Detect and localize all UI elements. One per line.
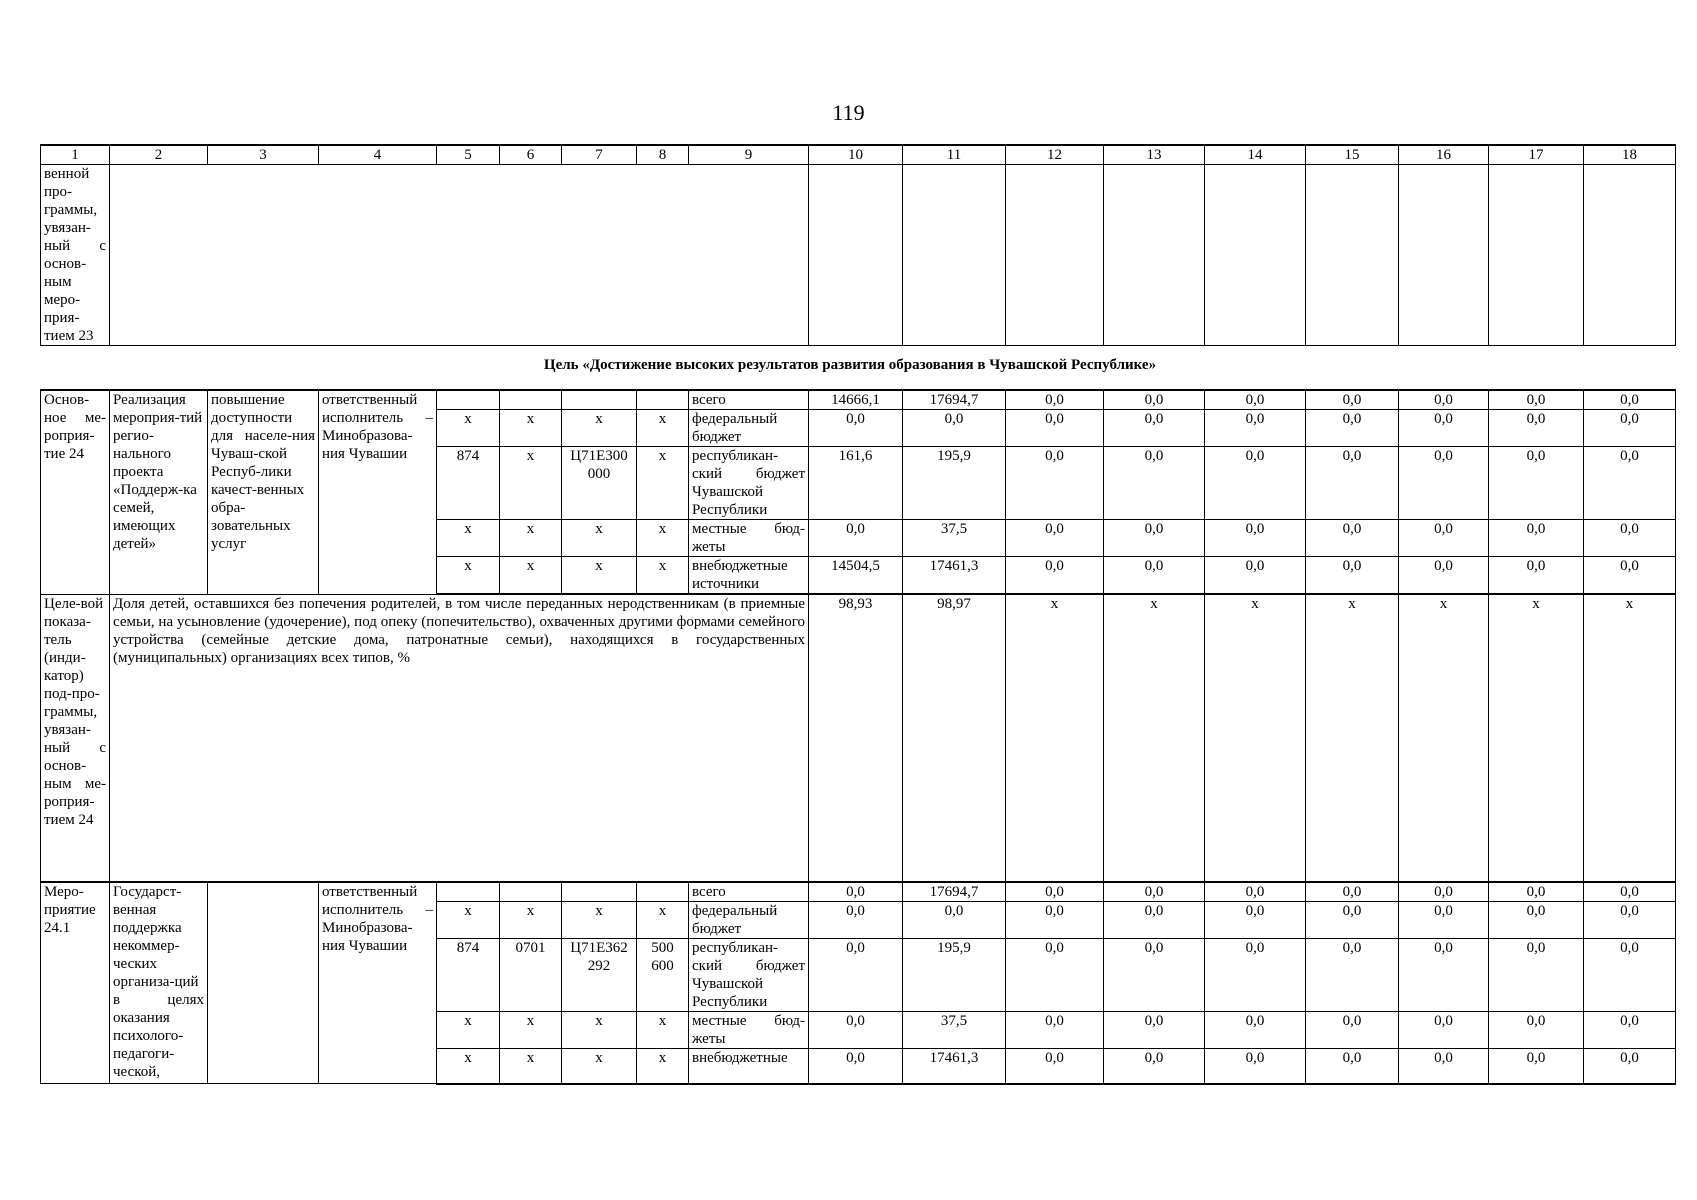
budget-code: 0701: [500, 938, 562, 1011]
funding-value: 0,0: [1489, 390, 1584, 410]
funding-value: 0,0: [1006, 882, 1104, 902]
funding-value: 37,5: [903, 520, 1006, 557]
funding-source: местные бюд-жеты: [689, 1011, 809, 1048]
funding-source: внебюджетные: [689, 1048, 809, 1084]
budget-code: х: [437, 557, 500, 595]
column-number: 11: [903, 145, 1006, 165]
funding-value: 0,0: [1104, 882, 1205, 902]
funding-value: 0,0: [903, 901, 1006, 938]
budget-code: [437, 882, 500, 902]
budget-code: х: [562, 557, 637, 595]
funding-value: 0,0: [1399, 390, 1489, 410]
funding-value: 0,0: [1399, 882, 1489, 902]
funding-value: 0,0: [1205, 1011, 1306, 1048]
indicator-value: х: [1399, 594, 1489, 882]
budget-code: 874: [437, 447, 500, 520]
column-number: 6: [500, 145, 562, 165]
funding-value: 0,0: [1584, 1048, 1676, 1084]
budget-code: [437, 390, 500, 410]
indicator-label: Целе-вой показа-тель (инди-катор) под-про-граммы, увязан-ный с основ-ным ме-роприя-тием 24: [41, 594, 110, 882]
funding-value: 0,0: [1205, 1048, 1306, 1084]
responsible-executor: ответственный исполнитель – Минобразова-ния Чувашии: [319, 390, 437, 594]
funding-value: 0,0: [809, 938, 903, 1011]
funding-value: 0,0: [903, 410, 1006, 447]
funding-value: 0,0: [1006, 447, 1104, 520]
indicator-value: х: [1489, 594, 1584, 882]
funding-value: 0,0: [1306, 410, 1399, 447]
funding-value: 0,0: [1104, 938, 1205, 1011]
budget-code: х: [500, 901, 562, 938]
table-header-continuation: [40, 144, 1676, 346]
column-number: 18: [1584, 145, 1676, 165]
funding-value: 0,0: [1584, 447, 1676, 520]
indicator-text: Доля детей, оставшихся без попечения родителей, в том числе переданных неродственникам (в приемные семьи, на усыновление (удочерение), под опеку (попечительство), охваченных другими формами семейного устройства (семейные детские дома, патронатные семьи), находящихся в государственных (муниципальных) организациях всех типов, %: [110, 594, 809, 882]
funding-value: 0,0: [1306, 901, 1399, 938]
funding-value: 0,0: [1205, 447, 1306, 520]
funding-value: 0,0: [1006, 390, 1104, 410]
funding-source: всего: [689, 390, 809, 410]
budget-code: Ц71Е362 292: [562, 938, 637, 1011]
indicator-value: 98,97: [903, 594, 1006, 882]
responsible-executor: ответственный исполнитель – Минобразова-ния Чувашии: [319, 882, 437, 1084]
funding-value: 0,0: [1104, 410, 1205, 447]
funding-value: 0,0: [1399, 520, 1489, 557]
funding-value: 0,0: [1584, 410, 1676, 447]
budget-code: х: [562, 520, 637, 557]
budget-code: 500 600: [637, 938, 689, 1011]
funding-value: 0,0: [1006, 1011, 1104, 1048]
funding-source: федеральный бюджет: [689, 901, 809, 938]
funding-value: 0,0: [1399, 557, 1489, 595]
budget-code: х: [637, 410, 689, 447]
funding-value: 0,0: [1489, 557, 1584, 595]
budget-code: х: [637, 447, 689, 520]
measure-goal: [208, 882, 319, 1084]
budget-code: х: [500, 1048, 562, 1084]
column-number: 2: [110, 145, 208, 165]
column-number: 12: [1006, 145, 1104, 165]
funding-row: [41, 882, 1676, 902]
column-number: 13: [1104, 145, 1205, 165]
funding-value: 0,0: [1104, 1048, 1205, 1084]
funding-value: 0,0: [809, 410, 903, 447]
funding-value: 0,0: [809, 901, 903, 938]
funding-value: 0,0: [1489, 410, 1584, 447]
funding-value: 0,0: [1399, 938, 1489, 1011]
funding-value: 0,0: [1205, 557, 1306, 595]
funding-value: 0,0: [1104, 390, 1205, 410]
funding-source: внебюджетные источники: [689, 557, 809, 595]
budget-code: х: [500, 1011, 562, 1048]
column-number: 3: [208, 145, 319, 165]
budget-code: [500, 882, 562, 902]
funding-value: 0,0: [1399, 901, 1489, 938]
funding-value: 0,0: [1006, 901, 1104, 938]
indicator-value: 98,93: [809, 594, 903, 882]
budget-code: х: [637, 901, 689, 938]
measure-goal: повышение доступности для населе-ния Чуваш-ской Респуб-лики качест-венных обра-зовательных услуг: [208, 390, 319, 594]
column-number: 16: [1399, 145, 1489, 165]
funding-value: 0,0: [1399, 410, 1489, 447]
funding-value: 17461,3: [903, 557, 1006, 595]
column-number: 5: [437, 145, 500, 165]
funding-value: 0,0: [1205, 882, 1306, 902]
budget-code: х: [437, 1048, 500, 1084]
measure-status: Меро-приятие 24.1: [41, 882, 110, 1084]
column-number: 8: [637, 145, 689, 165]
indicator-value: х: [1006, 594, 1104, 882]
funding-value: 0,0: [1306, 882, 1399, 902]
column-number: 14: [1205, 145, 1306, 165]
funding-value: 0,0: [1489, 938, 1584, 1011]
column-number: 17: [1489, 145, 1584, 165]
budget-code: х: [500, 520, 562, 557]
funding-value: 0,0: [1584, 557, 1676, 595]
budget-code: х: [562, 1048, 637, 1084]
budget-code: х: [437, 1011, 500, 1048]
budget-code: [562, 882, 637, 902]
funding-value: 0,0: [1205, 410, 1306, 447]
funding-value: 0,0: [1205, 901, 1306, 938]
funding-value: 0,0: [1306, 557, 1399, 595]
funding-value: 0,0: [1205, 390, 1306, 410]
budget-code: х: [562, 410, 637, 447]
funding-value: 0,0: [809, 882, 903, 902]
main-measure-24: [41, 390, 1676, 594]
budget-code: х: [637, 1048, 689, 1084]
funding-value: 0,0: [1104, 901, 1205, 938]
funding-value: 14666,1: [809, 390, 903, 410]
funding-value: 195,9: [903, 938, 1006, 1011]
indicator-value: х: [1584, 594, 1676, 882]
funding-value: 0,0: [1489, 1048, 1584, 1084]
funding-value: 0,0: [1006, 557, 1104, 595]
funding-value: 0,0: [1306, 1011, 1399, 1048]
budget-code: х: [637, 557, 689, 595]
budget-code: х: [500, 410, 562, 447]
funding-value: 0,0: [1489, 1011, 1584, 1048]
funding-source: всего: [689, 882, 809, 902]
funding-value: 0,0: [809, 520, 903, 557]
budget-code: х: [562, 901, 637, 938]
funding-value: 0,0: [1584, 520, 1676, 557]
funding-value: 0,0: [1006, 520, 1104, 557]
budget-code: 874: [437, 938, 500, 1011]
funding-value: 0,0: [1104, 520, 1205, 557]
budget-code: х: [637, 1011, 689, 1048]
column-number: 10: [809, 145, 903, 165]
funding-value: 0,0: [1006, 938, 1104, 1011]
budget-code: х: [500, 557, 562, 595]
funding-value: 17694,7: [903, 882, 1006, 902]
indicator-row: [41, 594, 1676, 882]
column-number: 1: [41, 145, 110, 165]
funding-value: 37,5: [903, 1011, 1006, 1048]
funding-value: 195,9: [903, 447, 1006, 520]
indicator-value: х: [1104, 594, 1205, 882]
goal-title: Цель «Достижение высоких результатов развития образования в Чувашской Республике»: [543, 357, 1157, 373]
budget-code: х: [437, 901, 500, 938]
funding-value: 0,0: [1104, 447, 1205, 520]
column-number: 9: [689, 145, 809, 165]
funding-value: 0,0: [1205, 938, 1306, 1011]
funding-value: 0,0: [1104, 1011, 1205, 1048]
funding-value: 0,0: [1104, 557, 1205, 595]
budget-code: Ц71Е300 000: [562, 447, 637, 520]
column-number-row: [41, 145, 1676, 165]
budget-code: х: [437, 520, 500, 557]
budget-code: х: [562, 1011, 637, 1048]
funding-value: 0,0: [1306, 520, 1399, 557]
continuation-row: [41, 165, 1676, 346]
funding-value: 161,6: [809, 447, 903, 520]
funding-value: 14504,5: [809, 557, 903, 595]
budget-code: х: [500, 447, 562, 520]
program-table: [40, 389, 1676, 1085]
funding-source: республикан-ский бюджет Чувашской Республики: [689, 938, 809, 1011]
measure-status: Основ-ное ме-роприя-тие 24: [41, 390, 110, 594]
indicator-value: х: [1306, 594, 1399, 882]
column-number: 4: [319, 145, 437, 165]
funding-value: 0,0: [1489, 882, 1584, 902]
measure-name: Государст-венная поддержка некоммер-ческих организа-ций в целях оказания психолого-педагоги-ческой,: [110, 882, 208, 1084]
budget-code: [500, 390, 562, 410]
funding-value: 0,0: [809, 1011, 903, 1048]
budget-code: х: [437, 410, 500, 447]
page-number: 119: [832, 100, 865, 125]
budget-code: [637, 390, 689, 410]
funding-value: 0,0: [1306, 938, 1399, 1011]
funding-value: 0,0: [1399, 1011, 1489, 1048]
indicator-value: х: [1205, 594, 1306, 882]
column-number: 7: [562, 145, 637, 165]
funding-value: 17694,7: [903, 390, 1006, 410]
funding-source: республикан-ский бюджет Чувашской Республики: [689, 447, 809, 520]
measure-24-1: [41, 882, 1676, 1084]
budget-code: х: [637, 520, 689, 557]
funding-value: 0,0: [1006, 1048, 1104, 1084]
funding-value: 0,0: [1306, 390, 1399, 410]
funding-source: местные бюд-жеты: [689, 520, 809, 557]
funding-value: 0,0: [1306, 1048, 1399, 1084]
funding-value: 0,0: [1489, 901, 1584, 938]
funding-row: [41, 390, 1676, 410]
funding-value: 0,0: [1584, 390, 1676, 410]
funding-value: 0,0: [809, 1048, 903, 1084]
funding-value: 0,0: [1399, 447, 1489, 520]
funding-value: 17461,3: [903, 1048, 1006, 1084]
column-number: 15: [1306, 145, 1399, 165]
funding-value: 0,0: [1205, 520, 1306, 557]
funding-value: 0,0: [1584, 901, 1676, 938]
funding-value: 0,0: [1399, 1048, 1489, 1084]
budget-code: [562, 390, 637, 410]
measure-name: Реализация мероприя-тий регио-нального проекта «Поддерж-ка семей, имеющих детей»: [110, 390, 208, 594]
funding-value: 0,0: [1006, 410, 1104, 447]
funding-source: федеральный бюджет: [689, 410, 809, 447]
funding-value: 0,0: [1584, 882, 1676, 902]
indicator-block: [41, 594, 1676, 882]
funding-value: 0,0: [1584, 938, 1676, 1011]
funding-value: 0,0: [1306, 447, 1399, 520]
funding-value: 0,0: [1489, 447, 1584, 520]
budget-code: [637, 882, 689, 902]
funding-value: 0,0: [1489, 520, 1584, 557]
funding-value: 0,0: [1584, 1011, 1676, 1048]
continuation-label: венной про-граммы, увязан-ный с основ-ным меро-прия-тием 23: [41, 165, 110, 346]
